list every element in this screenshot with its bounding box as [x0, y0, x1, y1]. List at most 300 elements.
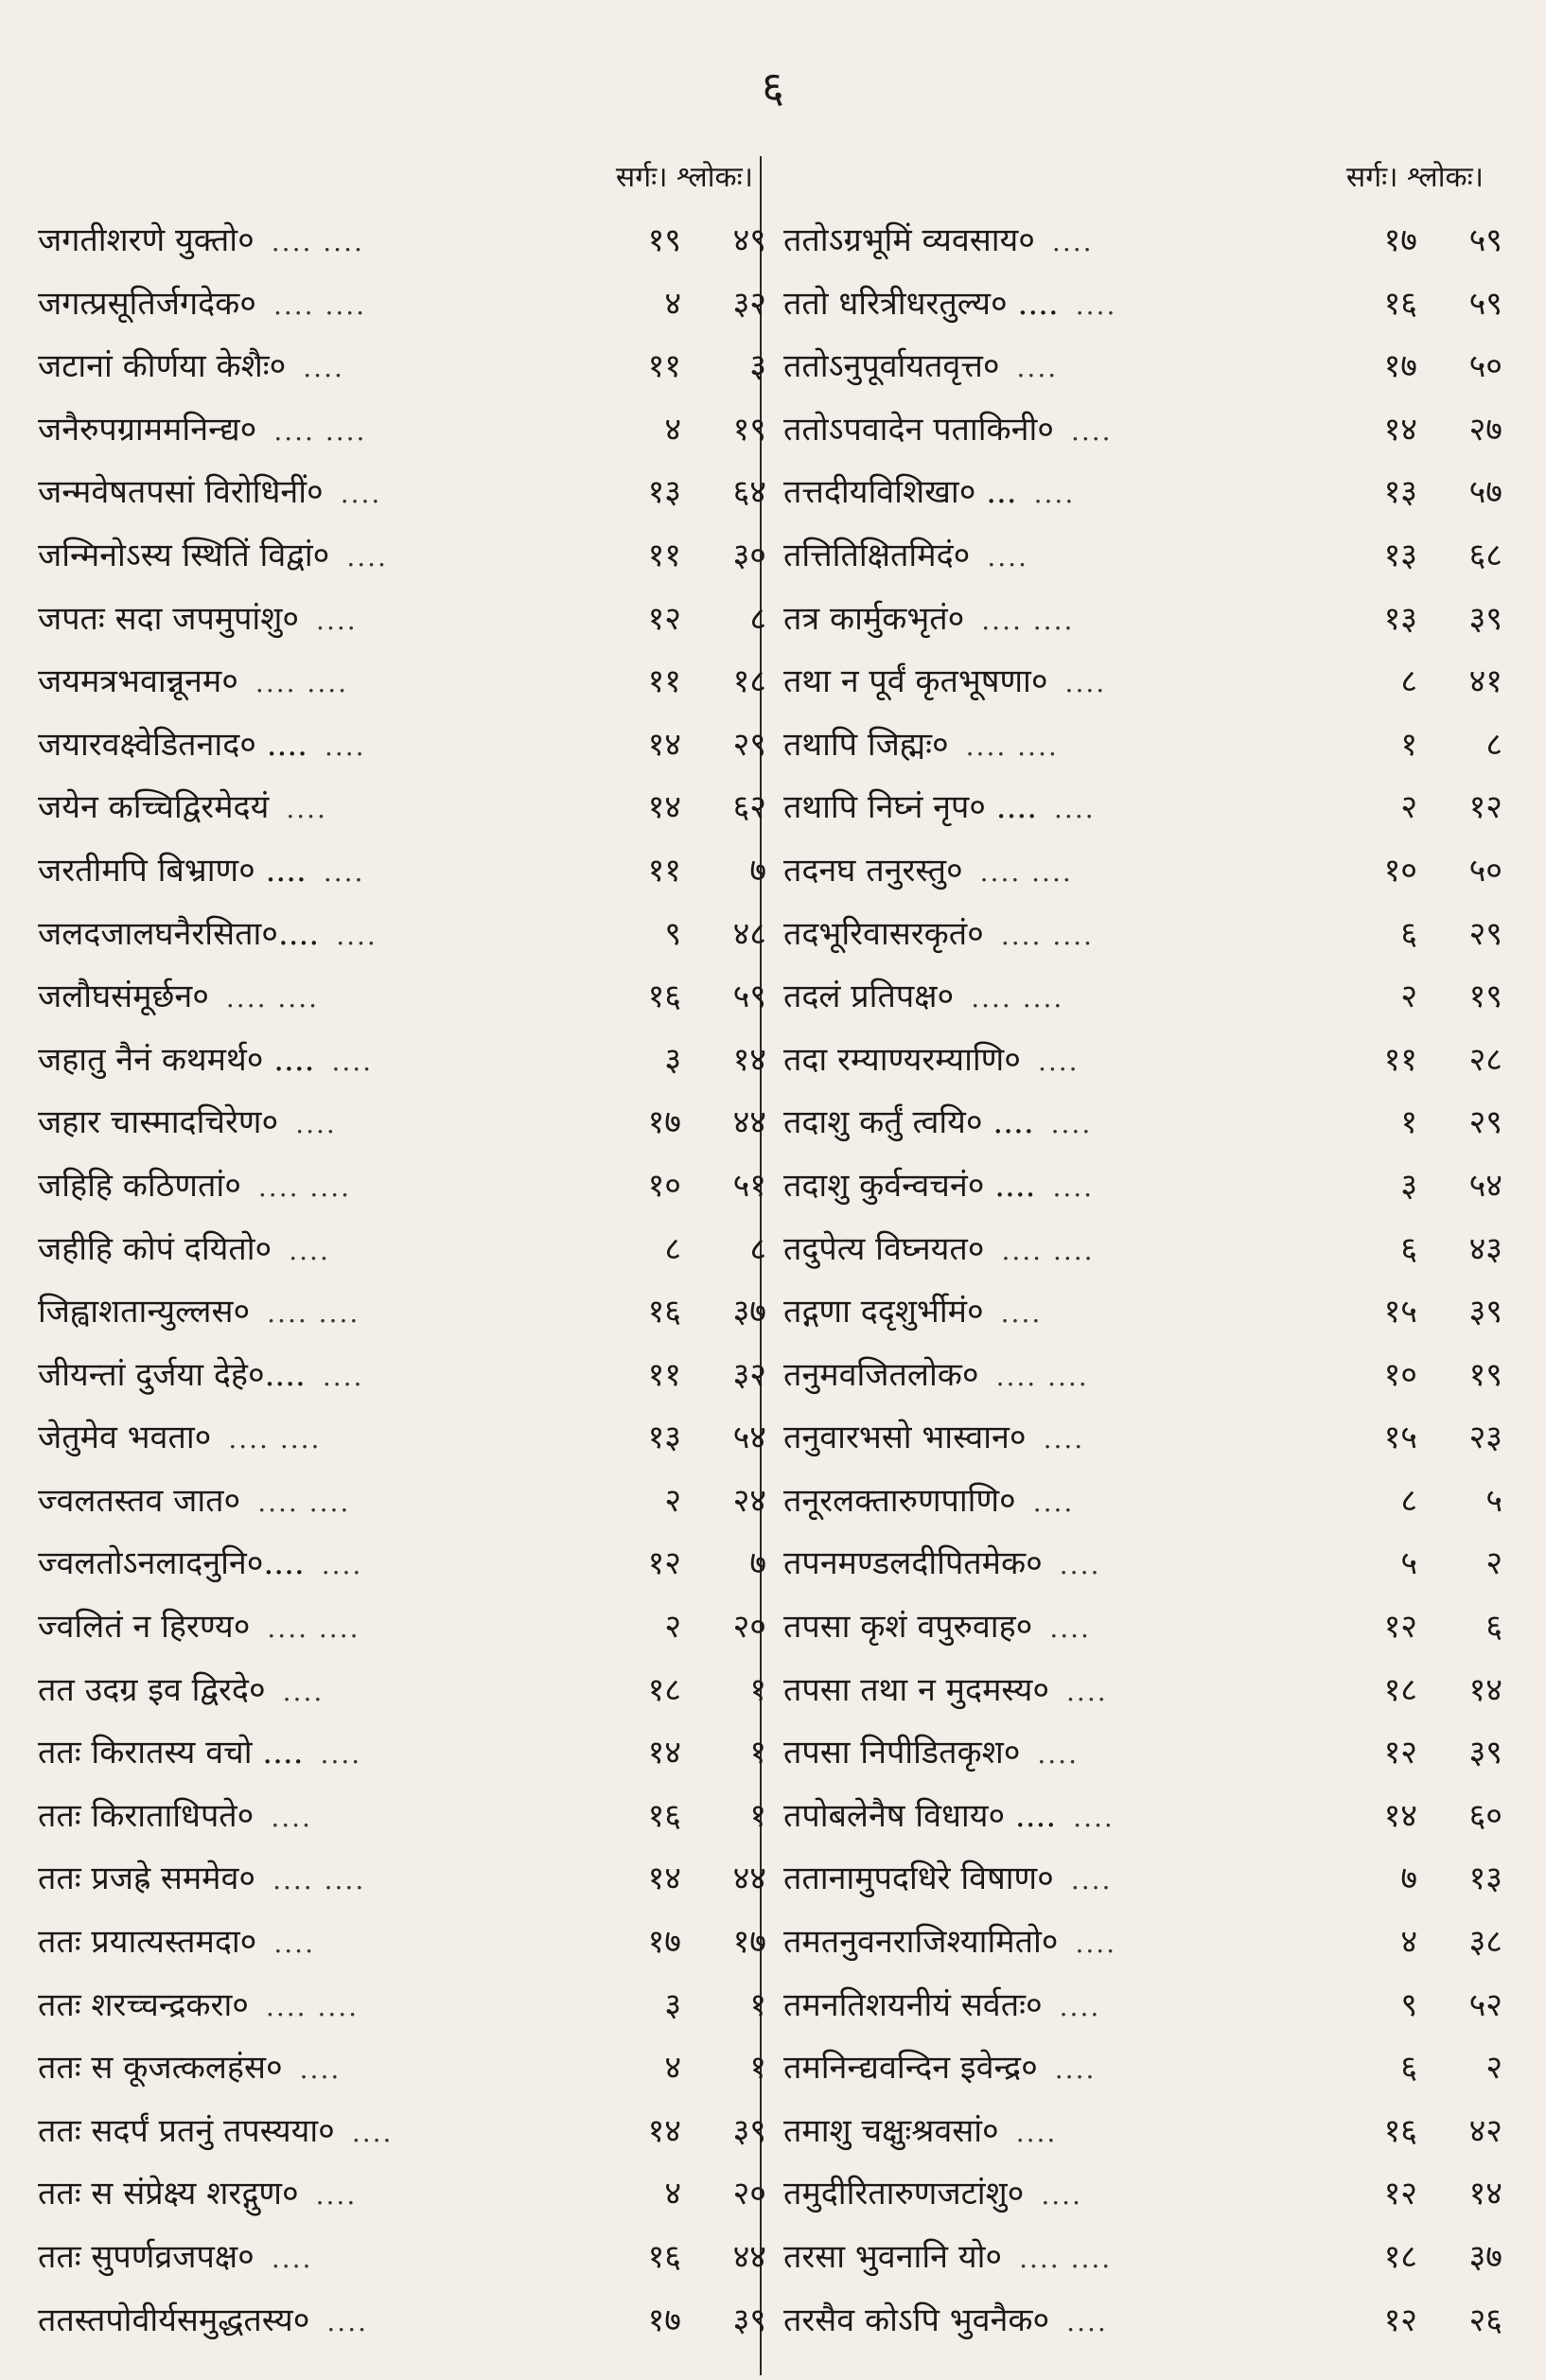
sarga-number: १३ [647, 473, 681, 512]
index-entry [783, 468, 1502, 532]
index-entry [38, 1162, 766, 1225]
sarga-number: १४ [647, 1860, 681, 1898]
entry-text: जहीहि कोपं दयितो० [38, 1229, 272, 1268]
sarga-number: १३ [647, 1419, 681, 1457]
sarga-number: २ [664, 1481, 681, 1520]
shloka-number: ५९ [1468, 284, 1502, 323]
shloka-number: २ [1485, 1544, 1502, 1583]
entry-text: तमनिन्द्यवन्दिन इवेन्द्र० [783, 2049, 1038, 2088]
shloka-number: १ [749, 1670, 766, 1709]
shloka-number: ४९ [732, 221, 766, 259]
leader-dots: .... .... [257, 1486, 351, 1518]
shloka-number: २७ [1468, 410, 1502, 449]
shloka-number: ४३ [1468, 1229, 1502, 1268]
leader-dots: .... [1054, 793, 1096, 825]
shloka-number: ४८ [732, 914, 766, 953]
index-entry [38, 1099, 766, 1162]
shloka-number: २९ [1468, 1103, 1502, 1142]
left-column-header: सर्गः। श्लोकः। [615, 161, 753, 194]
leader-dots: .... [1016, 352, 1059, 384]
sarga-number: ४ [664, 410, 681, 449]
index-entry [783, 721, 1502, 785]
index-entry [783, 1603, 1502, 1666]
shloka-number: १ [749, 2049, 766, 2088]
leader-dots: .... [1066, 2305, 1108, 2337]
index-entry [38, 1982, 766, 2045]
sarga-number: १८ [1383, 2238, 1417, 2276]
shloka-number: २३ [1468, 1419, 1502, 1457]
sarga-number: १ [1400, 1103, 1417, 1142]
entry-text: ततोऽग्रभूमिं व्यवसाय० [783, 221, 1035, 259]
leader-dots: .... [1041, 2179, 1082, 2212]
entry-text: तनुमवजितलोक० [783, 1355, 979, 1394]
leader-dots: .... [1037, 1045, 1080, 1077]
entry-text: ततः किराताधिपते० [38, 1796, 255, 1835]
sarga-number: १ [1400, 725, 1417, 764]
index-entry [783, 1855, 1502, 1918]
entry-text: तमतनुवनराजिश्यामितो० [783, 1923, 1059, 1962]
sarga-number: १३ [1383, 536, 1417, 574]
index-entry [38, 1351, 766, 1415]
leader-dots: .... [1054, 2054, 1097, 2086]
entry-text: तदभूरिवासरकृतं० [783, 914, 984, 953]
shloka-number: ३८ [1468, 1923, 1502, 1962]
leader-dots: .... [1066, 1675, 1108, 1707]
entry-text: जयेन कच्चिद्विरमेदयं [38, 788, 270, 827]
sarga-number: १६ [647, 1796, 681, 1835]
sarga-number: १२ [647, 1544, 681, 1583]
sarga-number: ३ [664, 1985, 681, 2024]
sarga-number: ४ [664, 2049, 681, 2088]
leader-dots: .... [289, 1234, 330, 1266]
sarga-number: १७ [647, 1923, 681, 1962]
leader-dots: .... .... [1000, 919, 1094, 951]
leader-dots: .... [286, 793, 327, 825]
index-entry [38, 784, 766, 847]
shloka-number: ७ [749, 1544, 766, 1583]
leader-dots: .... [1059, 1549, 1101, 1581]
entry-text: ततोऽनुपूर्वायतवृत्त० [783, 347, 1000, 386]
entry-text: ततस्तपोवीर्यसमुद्धतस्य० [38, 2301, 310, 2339]
shloka-number: ६२ [732, 788, 766, 827]
sarga-number: ८ [1400, 662, 1417, 701]
entry-text: तमाशु चक्षुःश्रवसां० [783, 2111, 999, 2150]
entry-text: तदाशु कर्तुं त्वयि० .... [783, 1103, 1034, 1142]
entry-text: ततः सुपर्णव्रजपक्ष० [38, 2238, 255, 2276]
leader-dots: .... [351, 2116, 394, 2148]
entry-text: ततः स संप्रेक्ष्य शरद्गुण० [38, 2175, 299, 2213]
leader-dots: .... .... [267, 1297, 360, 1330]
leader-dots: .... [1075, 289, 1117, 321]
shloka-number: १७ [732, 1923, 766, 1962]
entry-text: तपसा तथा न मुदमस्य० [783, 1670, 1050, 1709]
entry-text: तनूरलक्तारुणपाणि० [783, 1481, 1016, 1520]
sarga-number: ७ [1400, 1860, 1417, 1898]
entry-text: जयमत्रभवान्नूनम० [38, 662, 238, 701]
shloka-number: २० [732, 2175, 766, 2213]
shloka-number: ६० [1468, 1796, 1502, 1835]
leader-dots: .... [1043, 1423, 1085, 1455]
entry-text: जिह्वाशतान्युल्लस० [38, 1293, 251, 1331]
entry-text: ततः स कूजत्कलहंस० [38, 2049, 283, 2088]
shloka-number: ६४ [732, 473, 766, 512]
entry-text: ततः प्रजह्रे सममेव० [38, 1860, 256, 1898]
leader-dots: .... [295, 1108, 337, 1140]
index-entry [783, 1982, 1502, 2045]
sarga-number: १६ [647, 978, 681, 1016]
sarga-number: १२ [1383, 2175, 1417, 2213]
index-entry [783, 1666, 1502, 1730]
leader-dots: .... [1015, 2116, 1058, 2148]
entry-text: जपतः सदा जपमुपांशु० [38, 599, 300, 638]
shloka-number: ३० [732, 536, 766, 574]
right-column-header: सर्गः। श्लोकः। [1345, 161, 1484, 194]
shloka-number: २४ [732, 1481, 766, 1520]
sarga-number: १७ [1383, 221, 1417, 259]
shloka-number: ७ [749, 851, 766, 890]
index-entry [783, 532, 1502, 595]
index-entry [783, 658, 1502, 721]
index-entry [38, 2297, 766, 2360]
entry-text: तपसा कृशं वपुरुवाह० [783, 1608, 1033, 1647]
index-entry [38, 2233, 766, 2297]
index-entry [38, 1792, 766, 1856]
sarga-number: १७ [647, 1103, 681, 1142]
entry-text: तदलं प्रतिपक्ष० [783, 978, 955, 1016]
index-entry [38, 1666, 766, 1730]
shloka-number: १९ [732, 410, 766, 449]
index-entry [783, 1540, 1502, 1603]
sarga-number: १८ [647, 1670, 681, 1709]
entry-text: ततः किरातस्य वचो .... [38, 1734, 304, 1772]
sarga-number: १७ [647, 2301, 681, 2339]
shloka-number: ३९ [1468, 1293, 1502, 1331]
index-entry [783, 1792, 1502, 1856]
leader-dots: .... [1033, 478, 1076, 510]
entry-text: जहार चास्मादचिरेण० [38, 1103, 279, 1142]
index-entry [783, 1477, 1502, 1541]
entry-text: तरसैव कोऽपि भुवनैक० [783, 2301, 1050, 2339]
index-entry [38, 910, 766, 974]
leader-dots: .... .... [228, 1423, 322, 1455]
index-entry [783, 1225, 1502, 1289]
leader-dots: .... [271, 1801, 312, 1833]
index-entry [38, 2044, 766, 2107]
sarga-number: २ [1400, 978, 1417, 1016]
sarga-number: ९ [1400, 1985, 1417, 2024]
entry-text: तदा रम्याण्यरम्याणि० [783, 1040, 1021, 1079]
leader-dots: .... [340, 478, 382, 510]
leader-dots: .... [326, 2305, 369, 2337]
index-entry [38, 280, 766, 344]
index-entry [783, 784, 1502, 847]
entry-text: ज्वलतोऽनलादनुनि०.... [38, 1544, 305, 1583]
shloka-number: ४४ [732, 1860, 766, 1898]
leader-dots: .... [1064, 667, 1107, 699]
index-entry [783, 847, 1502, 910]
sarga-number: १७ [1383, 347, 1417, 386]
shloka-number: ३२ [732, 284, 766, 323]
leader-dots: .... [1052, 1171, 1095, 1203]
sarga-number: ११ [647, 536, 681, 574]
sarga-number: १५ [1383, 1293, 1417, 1331]
index-entry [783, 973, 1502, 1036]
shloka-number: ५० [1468, 851, 1502, 890]
leader-dots: .... [336, 919, 378, 951]
index-entry [783, 2233, 1502, 2297]
sarga-number: १४ [647, 2111, 681, 2150]
index-entry [783, 1351, 1502, 1415]
leader-dots: .... [987, 540, 1028, 573]
entry-text: तथा न पूर्वं कृतभूषणा० [783, 662, 1048, 701]
leader-dots: .... [1049, 1613, 1091, 1645]
leader-dots: .... [1037, 1738, 1079, 1771]
index-entry [38, 1855, 766, 1918]
index-entry [783, 2170, 1502, 2233]
index-entry [783, 1918, 1502, 1982]
index-entry [38, 721, 766, 785]
sarga-number: १२ [1383, 2301, 1417, 2339]
leader-dots: .... [323, 855, 365, 888]
leader-dots: .... .... [225, 982, 319, 1014]
shloka-number: १२ [1468, 788, 1502, 827]
index-entry [38, 847, 766, 910]
index-entry [783, 2044, 1502, 2107]
entry-text: तत्र कार्मुकभृतं० [783, 599, 965, 638]
sarga-number: १२ [1383, 1734, 1417, 1772]
shloka-number: १४ [1468, 1670, 1502, 1709]
entry-text: तत्तदीयविशिखा० ... [783, 473, 1017, 512]
index-entry [783, 406, 1502, 469]
entry-text: ततः शरच्चन्द्रकरा० [38, 1985, 249, 2024]
sarga-number: ११ [647, 1355, 681, 1394]
shloka-number: ६८ [1468, 536, 1502, 574]
entry-text: ततो धरित्रीधरतुल्य० .... [783, 284, 1059, 323]
shloka-number: २९ [732, 725, 766, 764]
shloka-number: ३९ [732, 2111, 766, 2150]
leader-dots: .... [320, 1738, 362, 1771]
sarga-number: १६ [1383, 2111, 1417, 2150]
shloka-number: २८ [1468, 1040, 1502, 1079]
leader-dots: .... [1073, 1801, 1115, 1833]
index-entry [38, 1036, 766, 1100]
sarga-number: ९ [664, 914, 681, 953]
index-entry [38, 595, 766, 659]
leader-dots: .... .... [265, 1990, 360, 2022]
leader-dots: .... .... [267, 1613, 360, 1645]
entry-text: जहिहि कठिणतां० [38, 1166, 241, 1205]
shloka-number: ३२ [732, 1355, 766, 1394]
leader-dots: .... [271, 2243, 313, 2274]
sarga-number: १० [1383, 851, 1417, 890]
index-entry [783, 1288, 1502, 1351]
sarga-number: १२ [1383, 1608, 1417, 1647]
index-entry [783, 1036, 1502, 1100]
shloka-number: १३ [1468, 1860, 1502, 1898]
sarga-number: ६ [1400, 914, 1417, 953]
entry-text: तत्तितिक्षितमिदं० [783, 536, 971, 574]
sarga-number: ८ [664, 1229, 681, 1268]
leader-dots: .... [1051, 226, 1094, 257]
entry-text: तमुदीरितारुणजटांशु० [783, 2175, 1025, 2213]
index-entry [38, 1414, 766, 1477]
shloka-number: ५७ [1468, 473, 1502, 512]
index-entry [783, 217, 1502, 280]
index-entry [38, 217, 766, 280]
index-entry [38, 2170, 766, 2233]
leader-dots: .... [346, 540, 388, 573]
sarga-number: ४ [1400, 1923, 1417, 1962]
entry-text: तपनमण्डलदीपितमेक० [783, 1544, 1043, 1583]
sarga-number: १८ [1383, 1670, 1417, 1709]
shloka-number: ३९ [1468, 599, 1502, 638]
leader-dots: .... [324, 730, 366, 762]
leader-dots: .... .... [1001, 1234, 1095, 1266]
entry-text: तथापि निघ्नं नृप० .... [783, 788, 1038, 827]
sarga-number: १४ [647, 788, 681, 827]
leader-dots: .... [322, 1360, 364, 1392]
shloka-number: ३७ [732, 1293, 766, 1331]
index-entry [38, 1540, 766, 1603]
sarga-number: १६ [647, 2238, 681, 2276]
shloka-number: ५४ [732, 1419, 766, 1457]
leader-dots: .... .... [257, 1171, 351, 1203]
entry-text: ततानामुपदधिरे विषाण० [783, 1860, 1054, 1898]
shloka-number: ४१ [1468, 662, 1502, 701]
shloka-number: ५९ [1468, 221, 1502, 259]
entry-text: जन्मवेषतपसां विरोधिनीं० [38, 473, 324, 512]
shloka-number: १८ [732, 662, 766, 701]
sarga-number: १० [1383, 1355, 1417, 1394]
sarga-number: ५ [1400, 1544, 1417, 1583]
sarga-number: ८ [1400, 1481, 1417, 1520]
entry-text: तत उदग्र इव द्विरदे० [38, 1670, 266, 1709]
leader-dots: .... [1050, 1108, 1093, 1140]
shloka-number: ५ [1485, 1481, 1502, 1520]
leader-dots: .... .... [1019, 2243, 1113, 2274]
leader-dots: .... [331, 1045, 374, 1077]
entry-text: जटानां कीर्णया केशैः० [38, 347, 287, 386]
entry-text: तदनघ तनुरस्तु० [783, 851, 963, 890]
shloka-number: ६ [1485, 1608, 1502, 1647]
leader-dots: .... [1070, 1864, 1113, 1896]
left-column [38, 156, 766, 2359]
index-entry [783, 1162, 1502, 1225]
leader-dots: .... .... [271, 226, 364, 257]
index-entry [783, 343, 1502, 406]
sarga-number: ३ [664, 1040, 681, 1079]
shloka-number: ८ [749, 1229, 766, 1268]
leader-dots: .... [303, 352, 344, 384]
index-entry [38, 468, 766, 532]
shloka-number: २६ [1468, 2301, 1502, 2339]
sarga-number: १६ [647, 1293, 681, 1331]
entry-text: ततः प्रयात्यस्तमदा० [38, 1923, 257, 1962]
sarga-number: ६ [1400, 1229, 1417, 1268]
entry-text: तपोबलेनैष विधाय० .... [783, 1796, 1057, 1835]
entry-text: तद्गणा ददृशुर्भीमं० [783, 1293, 984, 1331]
sarga-number: १३ [1383, 599, 1417, 638]
sarga-number: ६ [1400, 2049, 1417, 2088]
index-entry [783, 2297, 1502, 2360]
index-entry [38, 532, 766, 595]
entry-text: जगत्प्रसूतिर्जगदेक० [38, 284, 256, 323]
entry-text: जगतीशरणे युक्तो० [38, 221, 255, 259]
index-entry [38, 2107, 766, 2171]
shloka-number: १४ [732, 1040, 766, 1079]
entry-text: तपसा निपीडितकृश० [783, 1734, 1021, 1772]
entry-text: जेतुमेव भवता० [38, 1419, 212, 1457]
entry-text: तथापि जिह्मः० [783, 725, 949, 764]
leader-dots: .... [273, 1928, 315, 1960]
shloka-number: २९ [1468, 914, 1502, 953]
page-number: ६ [762, 62, 784, 113]
sarga-number: १९ [647, 221, 681, 259]
leader-dots: .... [315, 2179, 358, 2212]
index-entry [38, 658, 766, 721]
entry-text: ततोऽपवादेन पताकिनी० [783, 410, 1054, 449]
sarga-number: १२ [647, 599, 681, 638]
leader-dots: .... .... [965, 730, 1059, 762]
entry-text: तनुवारभसो भास्वान० [783, 1419, 1027, 1457]
shloka-number: ३९ [1468, 1734, 1502, 1772]
entry-text: तरसा भुवनानि यो० [783, 2238, 1003, 2276]
leader-dots: .... [1075, 1928, 1117, 1960]
shloka-number: १ [749, 1734, 766, 1772]
index-entry [38, 1918, 766, 1982]
index-entry [783, 2107, 1502, 2171]
sarga-number: ३ [1400, 1166, 1417, 1205]
sarga-number: ११ [647, 347, 681, 386]
entry-text: जनैरुपग्राममनिन्द्य० [38, 410, 257, 449]
entry-text: तदुपेत्य विघ्नयत० [783, 1229, 985, 1268]
entry-text: तमनतिशयनीयं सर्वतः० [783, 1985, 1043, 2024]
shloka-number: ४४ [732, 1103, 766, 1142]
entry-text: जलौघसंमूर्छन० [38, 978, 209, 1016]
leader-dots: .... [1070, 414, 1113, 447]
index-entry [38, 1477, 766, 1541]
shloka-number: २० [732, 1608, 766, 1647]
shloka-number: ३७ [1468, 2238, 1502, 2276]
leader-dots: .... [299, 2054, 342, 2086]
entry-text: जन्मिनोऽस्य स्थितिं विद्वां० [38, 536, 330, 574]
sarga-number: १५ [1383, 1419, 1417, 1457]
leader-dots: .... .... [981, 604, 1075, 636]
index-entry [38, 343, 766, 406]
index-entry [783, 1099, 1502, 1162]
shloka-number: ८ [749, 599, 766, 638]
shloka-number: ८ [1485, 725, 1502, 764]
entry-text: ज्वलतस्तव जात० [38, 1481, 241, 1520]
sarga-number: १४ [1383, 410, 1417, 449]
entry-text: तदाशु कुर्वन्वचनं० .... [783, 1166, 1036, 1205]
leader-dots: .... [282, 1675, 325, 1707]
shloka-number: १ [749, 1796, 766, 1835]
shloka-number: १४ [1468, 2175, 1502, 2213]
sarga-number: १४ [647, 1734, 681, 1772]
leader-dots: .... .... [979, 855, 1073, 888]
sarga-number: ४ [664, 284, 681, 323]
leader-dots: .... [316, 604, 358, 636]
entry-text: ततः सदर्पं प्रतनुं तपस्यया० [38, 2111, 335, 2150]
leader-dots: .... .... [272, 1864, 366, 1896]
sarga-number: ४ [664, 2175, 681, 2213]
entry-text: जीयन्तां दुर्जया देहे०.... [38, 1355, 306, 1394]
entry-text: जहातु नैनं कथमर्थ० .... [38, 1040, 315, 1079]
sarga-number: ११ [647, 851, 681, 890]
shloka-number: ५४ [1468, 1166, 1502, 1205]
index-entry [38, 1288, 766, 1351]
